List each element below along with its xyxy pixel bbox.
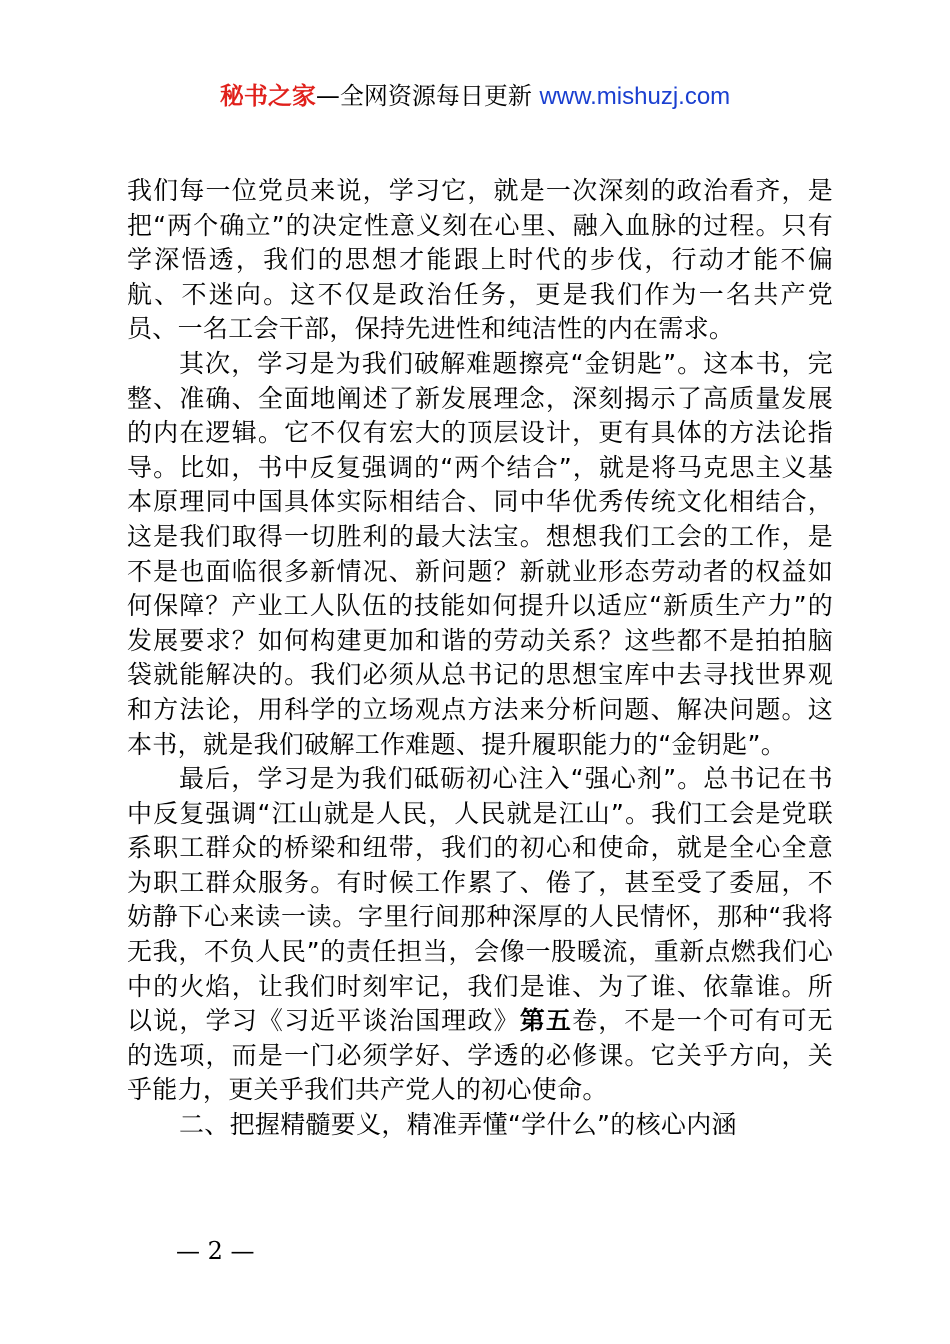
section-heading: 二、把握精髓要义，精准弄懂“学什么”的核心内涵 <box>179 1110 737 1140</box>
page-number: — 2 — <box>176 1237 255 1265</box>
document-body <box>127 174 833 1143</box>
site-tagline: —全网资源每日更新 <box>315 82 540 110</box>
paragraph-second-point: 其次，学习是为我们破解难题擦亮“金钥匙”。这本书，完整、准确、全面地阐述了新发展理念，深刻揭示了高质量发展的内在逻辑。它不仅有宏大的顶层设计，更有具体的方法论指导。比如，书中反复强调的“两个结合”，就是将马克思主义基本原理同中国具体实际相结合、同中华优秀传统文化相结合，这是我们取得一切胜利的最大法宝。想想我们工会的工作，是不是也面临很多新情况、新问题？新就业形态劳动者的权益如何保障？产业工人队伍的技能如何提升以适应“新质生产力”的发展要求？如何构建更加和谐的劳动关系？这些都不是拍拍脑袋就能解决的。我们必须从总书记的思想宝库中去寻找世界观和方法论，用科学的立场观点方法来分析问题、解决问题。这本书，就是我们破解工作难题、提升履职能力的“金钥匙”。 <box>127 348 833 759</box>
paragraph-final-point <box>127 762 833 1108</box>
site-url[interactable]: www.mishuzj.com <box>539 83 731 110</box>
paragraph-final-text-a: 最后，学习是为我们砥砺初心注入“强心剂”。总书记在书中反复强调“江山就是人民，人民就是江山”。我们工会是党联系职工群众的桥梁和纽带，我们的初心和使命，就是全心全意为职工群众服务。有时候工作累了、倦了，甚至受了委屈，不妨静下心来读一读。字里行间那种深厚的人民情怀，那种“我将无我，不负人民”的责任担当，会像一股暖流，重新点燃我们心中的火焰，让我们时刻牢记，我们是谁、为了谁、依靠谁。所以说，学习《习近平谈治国理政》 <box>127 764 833 1036</box>
paragraph-continuation: 我们每一位党员来说，学习它，就是一次深刻的政治看齐，是把“两个确立”的决定性意义刻在心里、融入血脉的过程。只有学深悟透，我们的思想才能跟上时代的步伐，行动才能不偏航、不迷向。这不仅是政治任务，更是我们作为一名共产党员、一名工会干部，保持先进性和纯洁性的内在需求。 <box>127 176 833 344</box>
paragraph-final-bold: 第五 <box>519 1006 573 1036</box>
site-header <box>0 80 950 113</box>
site-brand: 秘书之家 <box>219 82 316 110</box>
paragraph-final-text-b: 卷，不是一个可有可无的选项，而是一门必须学好、学透的必修课。它关乎方向，关乎能力，更关乎我们共产党人的初心使命。 <box>127 1006 833 1105</box>
